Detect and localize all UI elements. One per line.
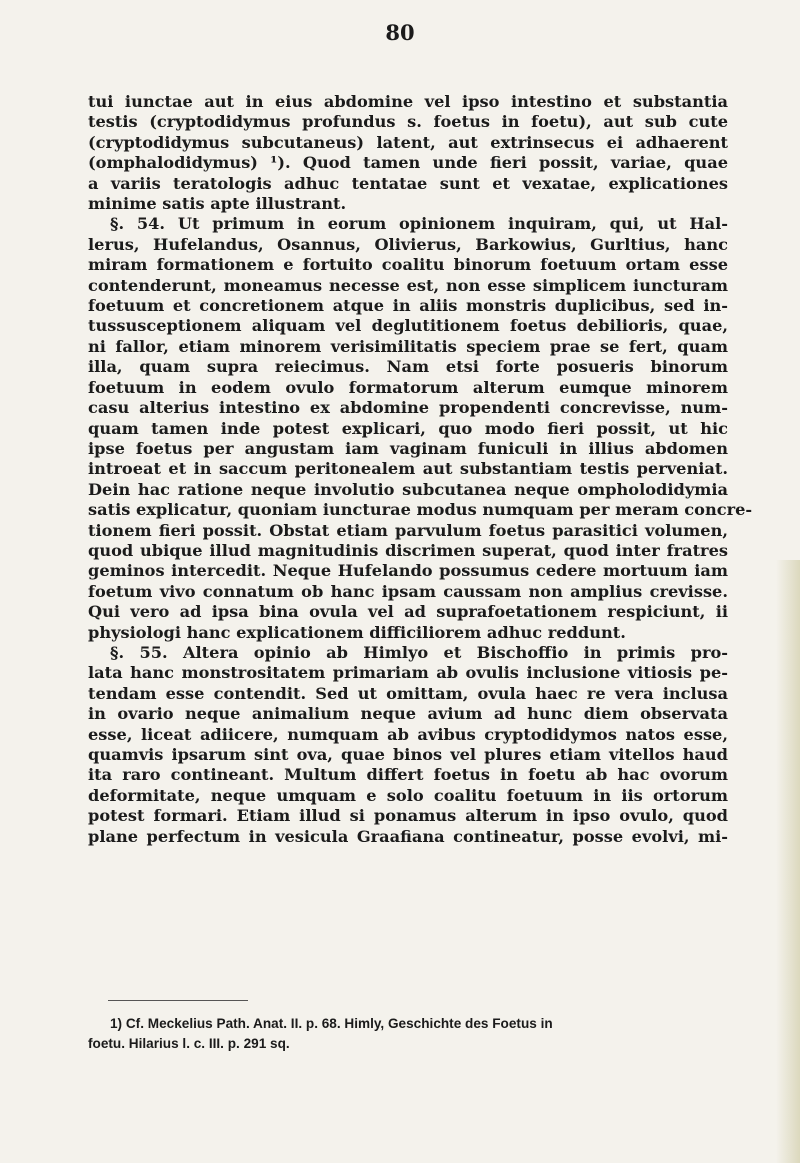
text-line: contenderunt, moneamus necesse est, non esse simplicem iuncturam [88,275,728,295]
text-line: ipse foetus per angustam iam vaginam funiculi in illius abdomen [88,438,728,458]
text-line: in ovario neque animalium neque avium ad hunc diem observata [88,704,728,724]
text-line: satis explicatur, quoniam iuncturae modus numquam per meram concre- [88,500,753,520]
footnote-line: foetu. Hilarius l. c. III. p. 291 sq. [88,1036,290,1051]
text-line: ni fallor, etiam minorem verisimilitatis speciem prae se fert, quam [88,336,728,356]
text-line: foetuum in eodem ovulo formatorum alterum eumque minorem [88,377,728,397]
page-number: 80 [385,20,415,45]
text-line: deformitate, neque umquam e solo coalitu foetuum in iis ortorum [88,785,728,805]
text-line: physiologi hanc explicationem difficiliorem adhuc reddunt. [88,622,626,642]
text-line: testis (cryptodidymus profundus s. foetus in foetu), aut sub cute [88,112,728,132]
text-line: ita raro contineant. Multum differt foetus in foetu ab hac ovorum [88,765,728,785]
text-line: tendam esse contendit. Sed ut omittam, ovula haec re vera inclusa [88,683,728,703]
text-line: illa, quam supra reiecimus. Nam etsi forte posueris binorum [88,357,728,377]
text-line: plane perfectum in vesicula Graafiana contineatur, posse evolvi, mi- [88,826,728,846]
text-line: §. 54. Ut primum in eorum opinionem inquiram, qui, ut Hal- [110,214,728,234]
text-line: miram formationem e fortuito coalitu binorum foetuum ortam esse [88,255,728,275]
text-line: potest formari. Etiam illud si ponamus alterum in ipso ovulo, quod [88,806,728,826]
text-line: foetum vivo connatum ob hanc ipsam caussam non amplius crevisse. [88,581,728,601]
text-line: lata hanc monstrositatem primariam ab ovulis inclusione vitiosis pe- [88,663,728,683]
text-line: minime satis apte illustrant. [88,194,347,214]
page-edge-shadow [776,560,800,1163]
text-line: Qui vero ad ipsa bina ovula vel ad suprafoetationem respiciunt, ii [88,602,728,622]
footnotes [88,1014,728,1054]
text-line: esse, liceat adiicere, numquam ab avibus cryptodidymos natos esse, [88,724,728,744]
footnote-line: 1) Cf. Meckelius Path. Anat. II. p. 68. Himly, Geschichte des Foetus in [110,1016,553,1031]
text-line: §. 55. Altera opinio ab Himlyo et Bischoffio in primis pro- [110,642,728,662]
text-line: a variis teratologis adhuc tentatae sunt et vexatae, explicationes [88,173,728,193]
text-line: tui iunctae aut in eius abdomine vel ipso intestino et substantia [88,92,728,111]
text-line: quam tamen inde potest explicari, quo modo fieri possit, ut hic [88,418,728,438]
body-text [88,92,753,847]
text-line: lerus, Hufelandus, Osannus, Olivierus, Barkowius, Gurltius, hanc [88,234,728,254]
text-line: (cryptodidymus subcutaneus) latent, aut extrinsecus ei adhaerent [88,132,728,152]
text-line: quod ubique illud magnitudinis discrimen superat, quod inter fratres [88,540,728,560]
text-line: Dein hac ratione neque involutio subcutanea neque ompholodidymia [88,479,728,499]
text-line: tionem fieri possit. Obstat etiam parvulum foetus parasitici volumen, [88,520,728,540]
text-line: casu alterius intestino ex abdomine propendenti concrevisse, num- [88,398,728,418]
text-line: (omphalodidymus) ¹). Quod tamen unde fieri possit, variae, quae [88,153,728,173]
text-line: tussusceptionem aliquam vel deglutitionem foetus debilioris, quae, [88,316,728,336]
text-line: quamvis ipsarum sint ova, quae binos vel plures etiam vitellos haud [88,745,728,764]
text-line: geminos intercedit. Neque Hufelando possumus cedere mortuum iam [88,561,728,581]
text-line: introeat et in saccum peritonealem aut substantiam testis perveniat. [88,459,728,479]
text-line: foetuum et concretionem atque in aliis monstris duplicibus, sed in- [88,296,728,316]
footnote-divider [108,1000,248,1001]
